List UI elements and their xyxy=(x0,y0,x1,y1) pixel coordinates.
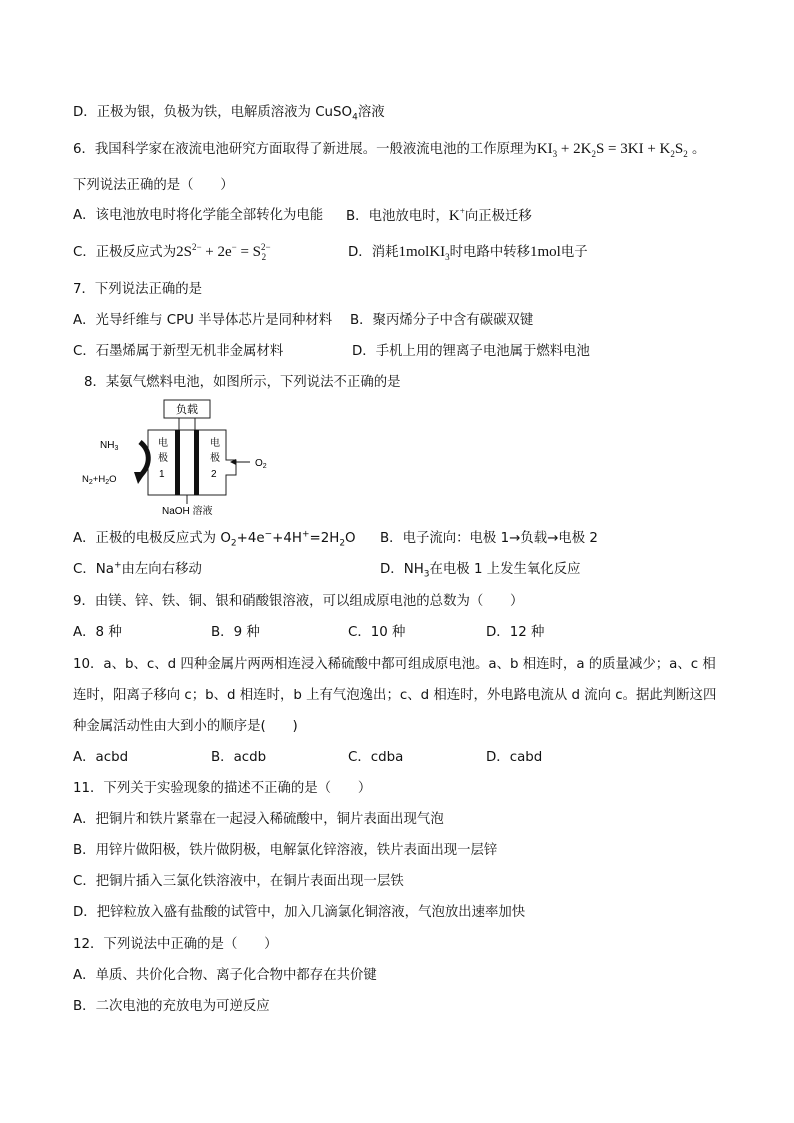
electrode-2-label-c: 2 xyxy=(211,469,217,480)
q6-stem-2: 下列说法正确的是（ ） xyxy=(73,178,234,193)
q6-option-c: C．正极反应式为$2S^{2-} + 2e^- = S^{2-}_2$ xyxy=(73,242,271,262)
q9-option-d: D．12 种 xyxy=(486,625,545,640)
curved-arrow-icon xyxy=(140,442,148,476)
electrode-2-label-b: 极 xyxy=(210,453,220,464)
q8-stem: 8．某氨气燃料电池，如图所示，下列说法不正确的是 xyxy=(84,375,401,390)
q6-option-a: A．该电池放电时将化学能全部转化为电能 xyxy=(73,208,324,223)
electrode-2-plate xyxy=(194,430,199,495)
electrode-1-plate xyxy=(175,430,180,495)
q11-stem: 11．下列关于实验现象的描述不正确的是（ ） xyxy=(73,781,372,796)
q6-equation: $KI_3 + 2K_2S = 3KI + K_2S_2$ xyxy=(536,141,688,159)
q8-option-d: D．$NH_3$在电极 1 上发生氧化反应 xyxy=(380,562,581,580)
q6-stem: 6．我国科学家在液流电池研究方面取得了新进展。一般液流电池的工作原理为$KI_3 + 2K_2S = 3KI + K_2S_2$ 。 xyxy=(73,141,706,159)
q9-option-c: C．10 种 xyxy=(348,625,406,640)
q7-option-b: B．聚丙烯分子中含有碳碳双键 xyxy=(350,313,534,328)
n2-h2o-label: $N_2+H_2O$ xyxy=(82,474,117,486)
q9-option-b: B．9 种 xyxy=(211,625,260,640)
electrode-1-label-a: 电 xyxy=(158,438,168,449)
q11-option-b: B．用锌片做阳极，铁片做阴极，电解氯化锌溶液，铁片表面出现一层锌 xyxy=(73,843,498,858)
q10-stem-3: 种金属活动性由大到小的顺序是( ) xyxy=(73,719,298,734)
q12-stem: 12．下列说法中正确的是（ ） xyxy=(73,937,278,952)
q10-option-c: C．cdba xyxy=(348,750,404,765)
load-label: 负载 xyxy=(176,404,198,416)
q7-option-d: D．手机上用的锂离子电池属于燃料电池 xyxy=(352,344,590,359)
q9-stem: 9．由镁、锌、铁、铜、银和硝酸银溶液，可以组成原电池的总数为（ ） xyxy=(73,594,524,609)
electrode-1-label-b: 极 xyxy=(158,453,168,464)
fuel-cell-diagram xyxy=(78,398,278,520)
q7-stem: 7．下列说法正确的是 xyxy=(73,282,203,297)
q11-option-d: D．把锌粒放入盛有盐酸的试管中，加入几滴氯化铜溶液，气泡放出速率加快 xyxy=(73,905,526,920)
q10-option-d: D．cabd xyxy=(486,750,543,765)
electrode-2-label-a: 电 xyxy=(210,438,220,449)
nh3-label: $NH_3$ xyxy=(100,440,119,452)
q6-option-d: D．消耗1molKI$_3$时电路中转移1mol电子 xyxy=(348,244,588,262)
q12-option-b: B．二次电池的充放电为可逆反应 xyxy=(73,999,270,1014)
q10-option-a: A．acbd xyxy=(73,750,129,765)
q10-stem-2: 连时，阳离子移向 c；b、d 相连时，b 上有气泡逸出；c、d 相连时，外电路电流从 d 流向 c。据此判断这四 xyxy=(73,688,717,703)
q7-option-a: A．光导纤维与 CPU 半导体芯片是同种材料 xyxy=(73,313,333,328)
q8-option-c: C．Na+由左向右移动 xyxy=(73,560,202,577)
q10-option-b: B．acdb xyxy=(211,750,267,765)
q11-option-a: A．把铜片和铁片紧靠在一起浸入稀硫酸中，铜片表面出现气泡 xyxy=(73,812,444,827)
q7-option-c: C．石墨烯属于新型无机非金属材料 xyxy=(73,344,284,359)
q8-option-b: B．电子流向：电极 1→负载→电极 2 xyxy=(380,531,598,546)
q5-option-d: D．正极为银，负极为铁，电解质溶液为 CuSO$_4$溶液 xyxy=(73,105,385,123)
electrolyte-label: NaOH 溶液 xyxy=(162,506,213,517)
o2-label: $O_2$ xyxy=(255,458,267,470)
q6-option-b: B．电池放电时，K+向正极迁移 xyxy=(346,206,532,224)
electrode-1-label-c: 1 xyxy=(159,469,165,480)
q8-option-a: A．正极的电极反应式为 $O_2+4e^-+4H^+=2H_2O$ xyxy=(73,529,356,549)
q12-option-a: A．单质、共价化合物、离子化合物中都存在共价键 xyxy=(73,968,377,983)
q9-option-a: A．8 种 xyxy=(73,625,122,640)
q10-stem-1: 10．a、b、c、d 四种金属片两两相连浸入稀硫酸中都可组成原电池。a、b 相连时，a 的质量减少；a、c 相 xyxy=(73,657,716,672)
q11-option-c: C．把铜片插入三氯化铁溶液中，在铜片表面出现一层铁 xyxy=(73,874,404,889)
